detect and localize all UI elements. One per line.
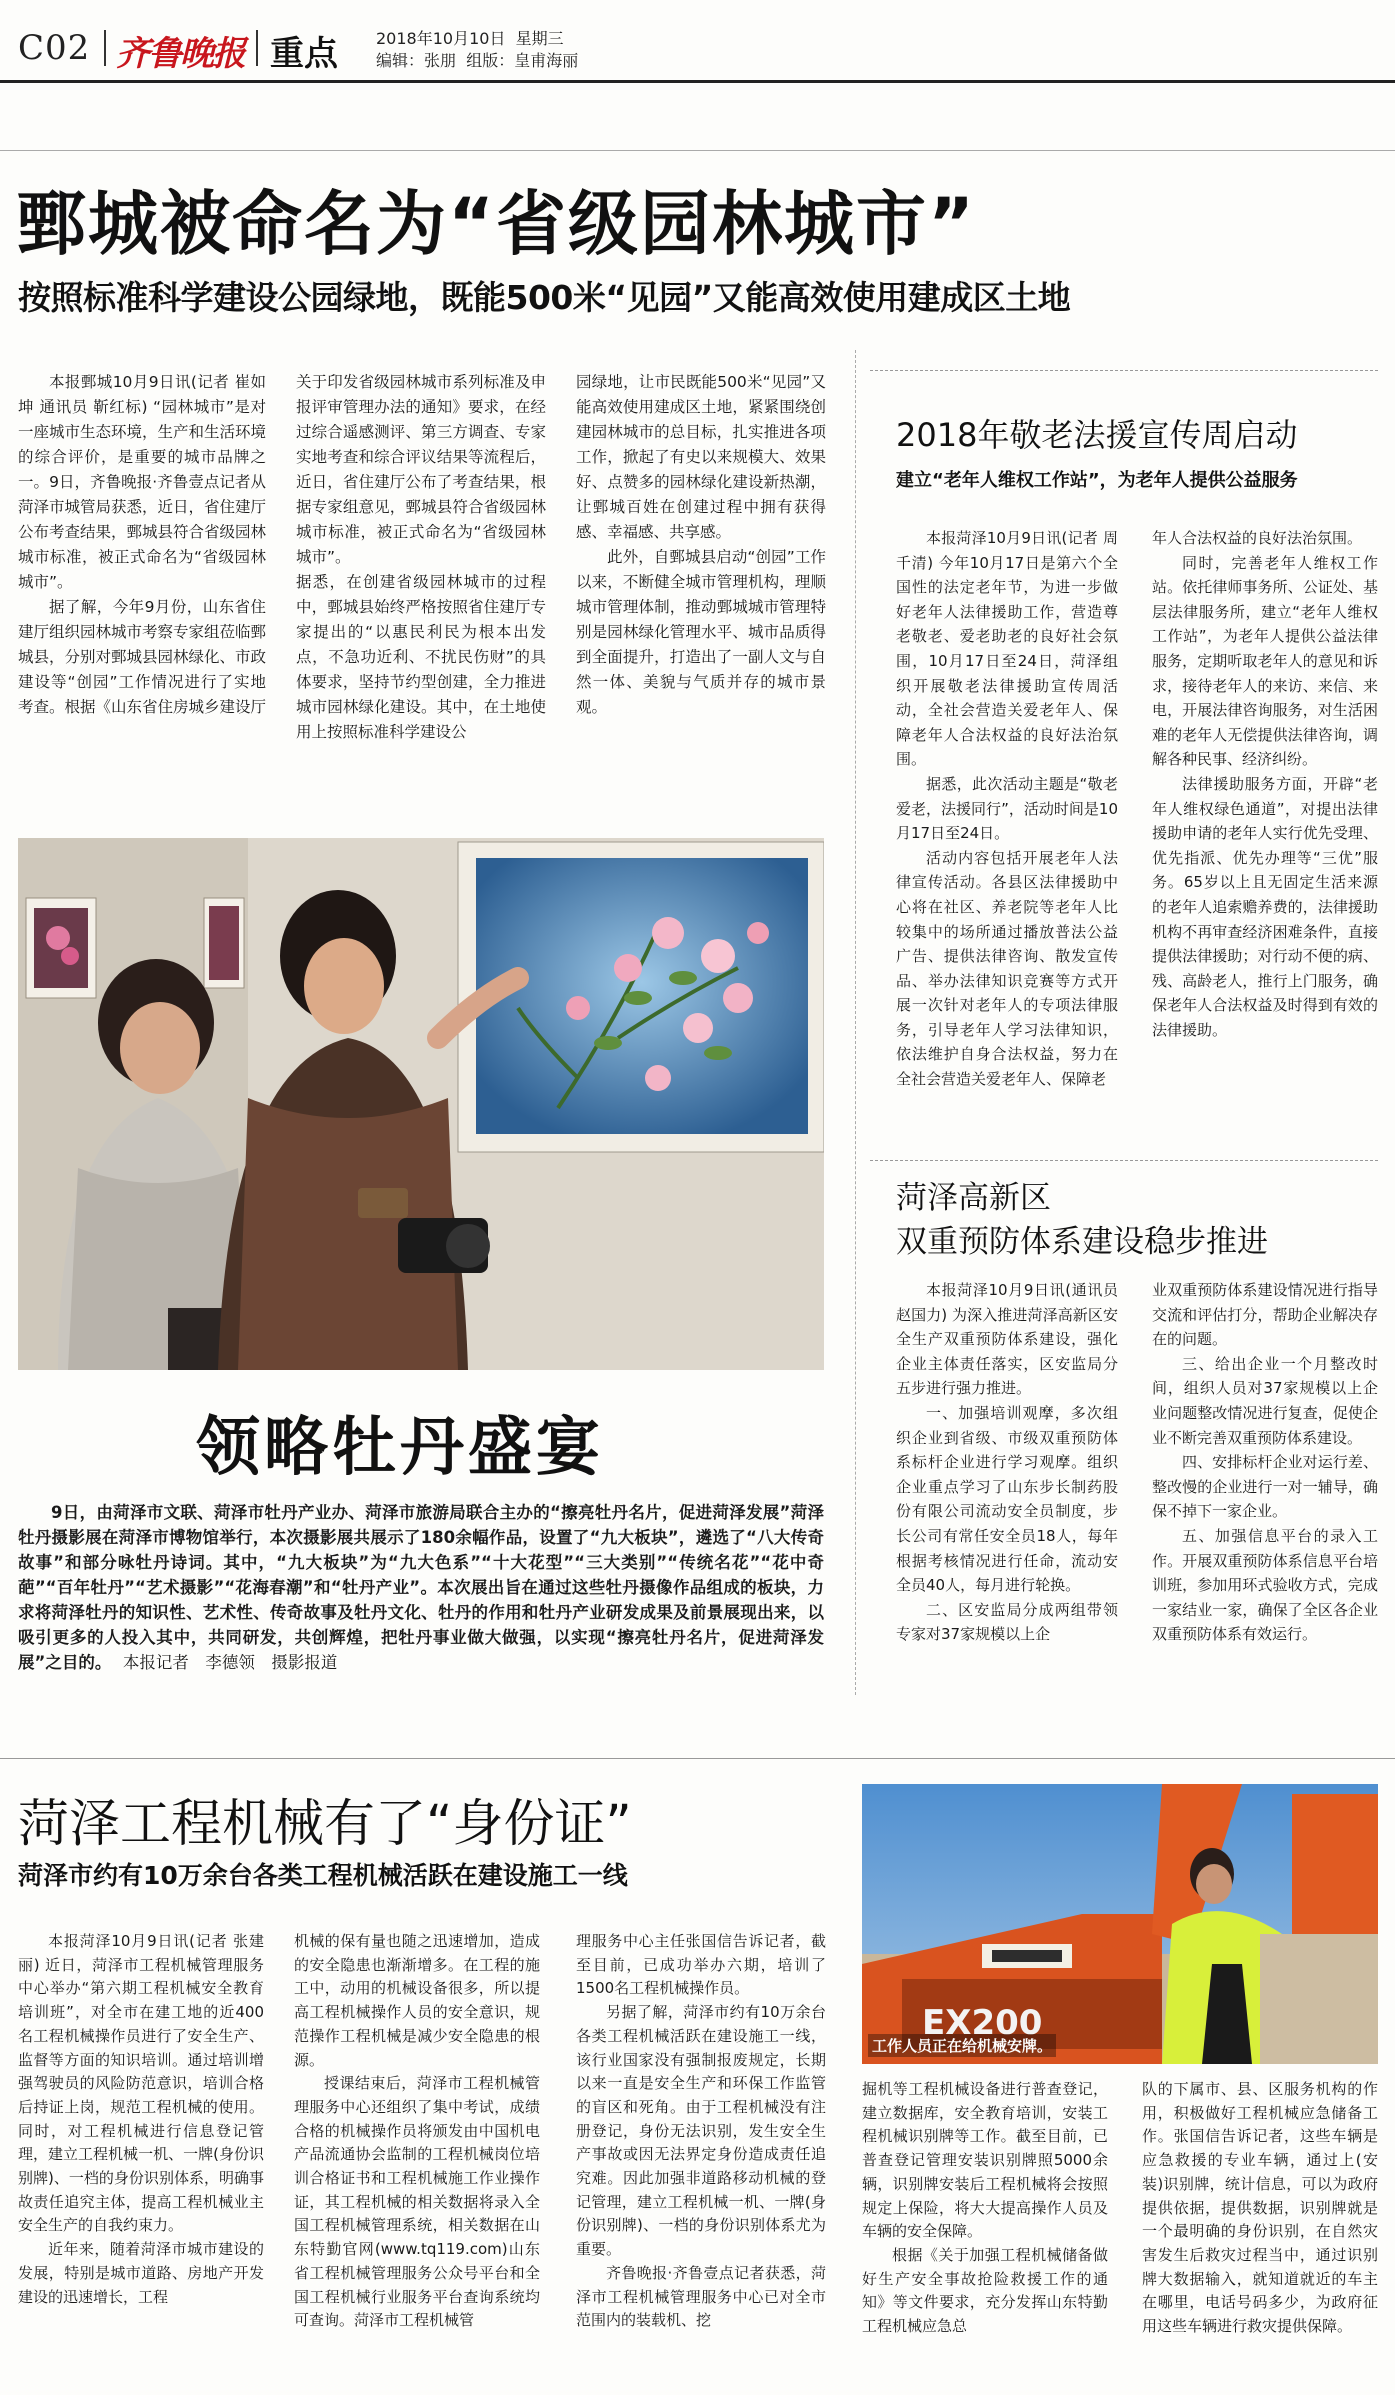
- paper-logo: 齐鲁晚报: [116, 34, 244, 74]
- peony-caption: [18, 1500, 824, 1675]
- machinery-col-5: [1142, 2078, 1378, 2339]
- masthead-rule: [0, 80, 1395, 83]
- paragraph: 齐鲁晚报·齐鲁壹点记者获悉，菏泽市工程机械管理服务中心已对全市范围内的装载机、挖: [576, 2263, 826, 2330]
- gaoxin-top-rule: [870, 1160, 1378, 1161]
- machine-model-plate: EX200: [922, 2003, 1043, 2043]
- peony-title: 领略牡丹盛宴: [196, 1411, 604, 1485]
- paragraph: 四、安排标杆企业对运行差、整改慢的企业进行一对一辅导，确保不掉下一家企业。: [1152, 1453, 1378, 1521]
- paragraph: 法律援助服务方面，开辟“老年人维权绿色通道”，对提出法律援助申请的老年人实行优先受理、优先指派、优先办理等“三优”服务。65岁以上且无固定生活来源的老年人追索赡养费的，法律援助机构不再审查经济困难条件，直接提供法律援助；对行动不便的病、残、高龄老人，推行上门服务，确保老年人合法权益及时得到有效的法律援助。: [1152, 774, 1378, 1039]
- machinery-subhead: 菏泽市约有10万余台各类工程机械活跃在建设施工一线: [18, 1861, 628, 1890]
- editor: 编辑：张朋: [376, 51, 457, 70]
- page-number: C02: [18, 28, 91, 68]
- paragraph: 五、加强信息平台的录入工作。开展双重预防体系信息平台培训班，参加用环式验收方式，完成一家结业一家，确保了全区各企业双重预防体系有效运行。: [1152, 1526, 1378, 1644]
- elder-col-1: [896, 526, 1118, 1092]
- paragraph: 机械的保有量也随之迅速增加，造成的安全隐患也渐渐增多。在工程的施工中，动用的机械设备很多，所以提高工程机械操作人员的安全意识，规范操作工程机械是减少安全隐患的根源。: [294, 1932, 540, 2069]
- gaoxin-headline-2: 双重预防体系建设稳步推进: [896, 1224, 1268, 1260]
- paragraph: 理服务中心主任张国信告诉记者，截至目前，已成功举办六期，培训了1500名工程机械操作员。: [576, 1932, 826, 1998]
- peony-photo-illustration: [18, 838, 824, 1370]
- paragraph: 本报菏泽10月9日讯(记者 周千清) 今年10月17日是第六个全国性的法定老年节，为进一步做好老年人法律援助工作，营造尊老敬老、爱老助老的良好社会氛围，10月17日至24日，菏泽组织开展敬老法律援助宣传周活动，全社会营造关爱老年人、保障老年人合法权益的良好法治氛围。: [896, 529, 1118, 769]
- paragraph: 一、加强培训观摩，多次组织企业到省级、市级双重预防体系标杆企业进行学习观摩。组织企业重点学习了山东步长制药股份有限公司流动安全员制度，步长公司有常任安全员18人，每年根据考核情况进行任命，流动安全员40人，每月进行轮换。: [896, 1403, 1118, 1595]
- paragraph: 此外，自鄄城县启动“创园”工作以来，不断健全城市管理机构，理顺城市管理体制，推动鄄城城市管理特别是园林绿化管理水平、城市品质得到全面提升，打造出了一副人文与自然一体、美貌与气质并存的城市景观。: [576, 548, 826, 716]
- machinery-photo-caption: 工作人员正在给机械安牌。: [868, 2034, 1056, 2057]
- photo-credit: 本报记者 李德领 摄影报道: [122, 1653, 338, 1672]
- issue-weekday: 星期三: [515, 29, 564, 48]
- machinery-photo: [862, 1784, 1378, 2064]
- paragraph: 另据了解，菏泽市约有10万余台各类工程机械活跃在建设施工一线，该行业国家没有强制报废规定，长期以来一直是安全生产和环保工作监管的盲区和死角。由于工程机械没有注册登记，身份无法识别，发生安全生产事故或因无法界定身份造成责任追究难。因此加强非道路移动机械的登记管理，建立工程机械一机、一牌(身份识别牌)、一档的身份识别体系尤为重要。: [576, 2003, 826, 2259]
- machinery-col-3: [576, 1930, 826, 2333]
- masthead-divider: [104, 30, 106, 66]
- paragraph: 二、区安监局分成两组带领专家对37家规模以上企: [896, 1600, 1118, 1644]
- paragraph: 本报鄄城10月9日讯(记者 崔如坤 通讯员 靳红标) “园林城市”是对一座城市生态环境，生产和生活环境的综合评价，是重要的城市品牌之一。9日，齐鲁晚报·齐鲁壹点记者从菏泽市城管局获悉，近日，省住建厅公布考查结果，鄄城县符合省级园林城市标准，被正式命名为“省级园林城市”。: [18, 373, 267, 591]
- paragraph: 据了解，今年9月份，山东省住建厅组织园林城市考察专家组莅临鄄城县，分别对鄄城县园林绿化、市政建设等“创园”工作情况进行了实地考查。根据《山东省住房城乡建设厅: [18, 598, 267, 716]
- elder-subhead: 建立“老年人维权工作站”，为老年人提供公益服务: [896, 470, 1298, 491]
- paragraph: 本报菏泽10月9日讯(记者 张建丽) 近日，菏泽市工程机械管理服务中心举办“第六期工程机械安全教育培训班”，对全市在建工地的近400名工程机械操作员进行了安全生产、监督等方面的知识培训。通过培训增强驾驶员的风险防范意识，培训合格后持证上岗，规范工程机械的使用。同时，对工程机械进行信息登记管理，建立工程机械一机、一牌(身份识别牌)、一档的身份识别体系，明确事故责任追究主体，提高工程机械业主安全生产的自我约束力。: [18, 1932, 264, 2235]
- paragraph: 掘机等工程机械设备进行普查登记，建立数据库，安全教育培训，安装工程机械识别牌等工作。截至目前，已普查登记管理安装识别牌照5000余辆，识别牌安装后工程机械将会按照规定上保险，将大大提高操作人员及车辆的安全保障。: [862, 2080, 1108, 2241]
- caption-text: 9日，由菏泽市文联、菏泽市牡丹产业办、菏泽市旅游局联合主办的“擦亮牡丹名片，促进菏泽发展”菏泽牡丹摄影展在菏泽市博物馆举行，本次摄影展共展示了180余幅作品，设置了“九大板块”，遴选了“八大传奇故事”和部分咏牡丹诗词。其中，“九大板块”为“九大色系”“十大花型”“三大类别”“传统名花”“花中奇葩”“百年牡丹”“艺术摄影”“花海春潮”和“牡丹产业”。本次展出旨在通过这些牡丹摄像作品组成的板块，力求将菏泽牡丹的知识性、艺术性、传奇故事及牡丹文化、牡丹的作用和牡丹产业研发成果及前景展现出来，以吸引更多的人投入其中，共同研发，共创辉煌，把牡丹事业做大做强，以实现“擦亮牡丹名片，促进菏泽发展”之目的。: [18, 1503, 824, 1672]
- masthead-divider: [256, 30, 258, 66]
- layout-editor: 组版：皇甫海丽: [466, 51, 579, 70]
- machinery-headline: 菏泽工程机械有了“身份证”: [18, 1795, 632, 1854]
- paragraph: 业双重预防体系建设情况进行指导交流和评估打分，帮助企业解决存在的问题。: [1152, 1281, 1378, 1349]
- machinery-top-rule: [0, 1758, 1395, 1759]
- machinery-col-4: [862, 2078, 1108, 2339]
- elder-col-2: [1152, 526, 1378, 1042]
- paragraph: 据悉，此次活动主题是“敬老爱老，法援同行”，活动时间是10月17日至24日。: [896, 774, 1118, 843]
- main-headline: 鄄城被命名为“省级园林城市”: [16, 183, 977, 265]
- paragraph: 授课结束后，菏泽市工程机械管理服务中心还组织了集中考试，成绩合格的机械操作员将颁发由中国机电产品流通协会监制的工程机械岗位培训合格证书和工程机械施工作业操作证，其工程机械的相关数据将录入全国工程机械管理系统，相关数据在山东特勤官网(www.tq119.com)山东省工程机械管理服务公众号平台和全国工程机械行业服务平台查询系统均可查询。菏泽市工程机械管: [294, 2074, 540, 2330]
- elder-top-rule: [870, 370, 1378, 371]
- gaoxin-headline-1: 菏泽高新区: [896, 1180, 1051, 1216]
- main-story-col-1: [18, 370, 266, 720]
- paragraph: 近年来，随着菏泽市城市建设的发展，特别是城市道路、房地产开发建设的迅速增长，工程: [18, 2240, 264, 2306]
- gaoxin-col-2: [1152, 1278, 1378, 1647]
- main-subhead: 按照标准科学建设公园绿地，既能500米“见园”又能高效使用建成区土地: [18, 278, 1071, 317]
- paragraph: 三、给出企业一个月整改时间，组织人员对37家规模以上企业问题整改情况进行复查，促使企业不断完善双重预防体系建设。: [1152, 1354, 1378, 1447]
- elder-headline: 2018年敬老法援宣传周启动: [896, 416, 1298, 454]
- editor-line: [376, 48, 578, 71]
- main-story-col-2: [296, 370, 546, 745]
- column-separator: [855, 350, 856, 1695]
- peony-exhibition-photo: [18, 838, 824, 1370]
- paragraph: 关于印发省级园林城市系列标准及申报评审管理办法的通知》要求，在经过综合遥感测评、第三方调查、专家实地考查和综合评议结果等流程后，近日，省住建厅公布了考查结果，根据专家组意见，鄄城县符合省级园林城市标准，被正式命名为“省级园林城市”。: [296, 373, 546, 566]
- section-name: 重点: [270, 34, 338, 74]
- paragraph: 本报菏泽10月9日讯(通讯员 赵国力) 为深入推进菏泽高新区安全生产双重预防体系建设，强化企业主体责任落实，区安监局分五步进行强力推进。: [896, 1281, 1118, 1398]
- paragraph: 同时，完善老年人维权工作站。依托律师事务所、公证处、基层法律服务所，建立“老年人维权工作站”，为老年人提供公益法律服务，定期听取老年人的意见和诉求，接待老年人的来访、来信、来电，开展法律咨询服务，对生活困难的老年人无偿提供法律咨询，调解各种民事、经济纠纷。: [1152, 553, 1378, 769]
- masthead-rule-thin: [0, 150, 1395, 151]
- gaoxin-col-1: [896, 1278, 1118, 1647]
- paragraph: 园绿地，让市民既能500米“见园”又能高效使用建成区土地，紧紧围绕创建园林城市的总目标，扎实推进各项工作，掀起了有史以来规模大、效果好、点赞多的园林绿化建设新热潮，让鄄城百姓在创建过程中拥有获得感、幸福感、共享感。: [576, 373, 826, 541]
- paragraph: 据悉，在创建省级园林城市的过程中，鄄城县始终严格按照省住建厅专家提出的“以惠民利民为根本出发点，不急功近利、不扰民伤财”的具体要求，坚持节约型创建，全力推进城市园林绿化建设。其中，在土地使用上按照标准科学建设公: [296, 573, 546, 741]
- date-line: [376, 26, 564, 49]
- machinery-photo-illustration: [862, 1784, 1378, 2064]
- machinery-col-1: [18, 1930, 264, 2309]
- issue-date: 2018年10月10日: [376, 29, 506, 48]
- paragraph: 根据《关于加强工程机械储备做好生产安全事故抢险救援工作的通知》等文件要求，充分发挥山东特勤工程机械应急总: [862, 2245, 1108, 2336]
- machinery-col-2: [294, 1930, 540, 2333]
- paragraph: 活动内容包括开展老年人法律宣传活动。各县区法律援助中心将在社区、养老院等老年人比较集中的场所通过播放普法公益广告、提供法律咨询、散发宣传品、举办法律知识竞赛等方式开展一次针对老年人的专项法律服务，引导老年人学习法律知识，依法维护自身合法权益，努力在全社会营造关爱老年人、保障老: [896, 848, 1118, 1089]
- paragraph: 队的下属市、县、区服务机构的作用，积极做好工程机械应急储备工作。张国信告诉记者，这些车辆是应急救援的专业车辆，通过上(安装)识别牌，统计信息，可以为政府提供依据，提供数据，识别牌就是一个最明确的身份识别，在自然灾害发生后救灾过程当中，通过识别牌大数据输入，就知道就近的车主在哪里，电话号码多少，为政府征用这些车辆进行救灾提供保障。: [1142, 2080, 1378, 2336]
- paragraph: 年人合法权益的良好法治氛围。: [1152, 529, 1363, 547]
- main-story-col-3: [576, 370, 826, 720]
